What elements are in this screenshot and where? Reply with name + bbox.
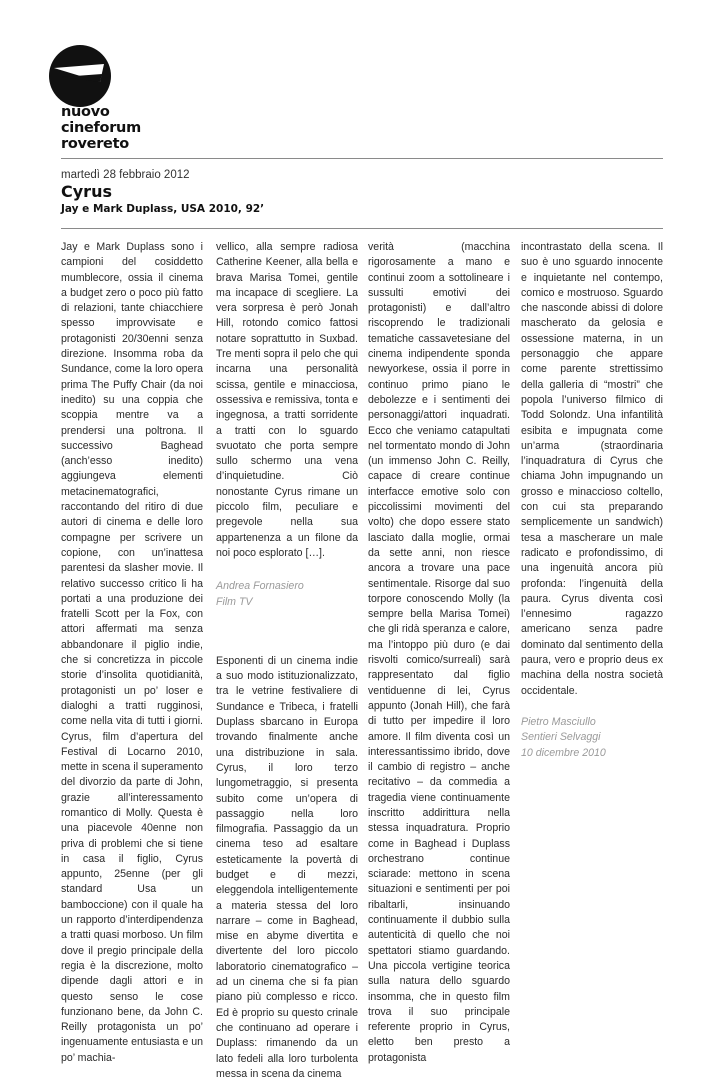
top-divider	[61, 158, 663, 159]
brand-line: cineforum	[61, 120, 141, 136]
signature-date: 10 dicembre 2010	[521, 746, 606, 759]
review-paragraph: vellico, alla sempre radiosa Catherine Keener, alla bella e brava Marisa Tomei, gentile ma incapace di scegliere. La vera sorpresa è però Jonah Hill, rotondo comico fattosi notare soprattutto in Suxbad. Tre menti sopra il pelo che qui incarna una personalità scissa, gentile e minacciosa, ossessiva e remissiva, tonta e ingegnosa, a tratti sorridente a tratti con lo sguardo svuotato che porta sempre sullo schermo una vena d’inquietudine. Ciò nonostante Cyrus rimane un piccolo film, peculiare e pregevole nella sua appartenenza a un filone da noi poco esplorato […].	[216, 241, 358, 559]
cineforum-logo-icon	[48, 44, 112, 108]
text-column-4	[521, 240, 663, 761]
review-paragraph: Esponenti di un cinema indie a suo modo istituzionalizzato, tra le vetrine festivaliere di Sundance e Tribeca, i fratelli Duplass sbarcano in Europa trovando finalmente anche una distribuzione in sala. Cyrus, il loro terzo lungometraggio, si presenta subito come un’opera di passaggio nella loro filmografia. Passaggio da un cinema teso ad esaltare esteticamente la povertà di budget e di mezzi, eleggendola intelligentemente a materia stessa del loro narrare – come in Baghead, mise en abyme divertita e divertente del loro piccolo laboratorio cinematografico – ad un cinema che si fa pian piano più complesso e ricco. Ed è proprio su questo crinale che continuano ad operare i Duplass: rimanendo da un lato fedeli alla loro turbolenta messa in scena da cinema	[216, 654, 358, 1080]
film-title: Cyrus	[61, 182, 112, 201]
text-column-2	[216, 240, 358, 1082]
review-signature	[216, 579, 358, 610]
film-credits: Jay e Mark Duplass, USA 2010, 92’	[61, 203, 265, 215]
signature-author: Andrea Fornasiero	[216, 580, 304, 593]
brand-line: nuovo	[61, 104, 110, 120]
header-divider	[61, 228, 663, 229]
review-signature	[521, 715, 663, 761]
text-column-3	[368, 240, 510, 1066]
brand-line: rovereto	[61, 136, 129, 152]
screening-date: martedì 28 febbraio 2012	[61, 169, 190, 181]
text-column-1	[61, 240, 203, 1066]
review-paragraph: incontrastato della scena. Il suo è uno sguardo innocente e inquietante nel contempo, comico e mostruoso. Sguardo che nasconde abissi di dolore mascherato da gelosia e ossessione materna, in un personaggio che appare come parente strettissimo della galleria di “mostri” che popola l’universo filmico di Todd Solondz. Una infantilità esibita e impugnata come un’arma (straordinaria l’inquadratura di Cyrus che chiama John impugnando un grosso e minaccioso coltello, con cui sta preparando semplicemente un sandwich) tesa a mascherare un male radicato e profondissimo, di una ingenuità ancora più profonda: l’ingenuità della paura. Cyrus diventa così l’ennesimo ragazzo americano senza padre dominato dal sentimento della paura, vero e proprio deus ex machina della nostra società occidentale.	[521, 241, 663, 697]
review-paragraph: verità (macchina rigorosamente a mano e continui zoom a sottolineare i sussulti emotivi dei protagonisti) e dall’altro riscoprendo le tradizionali tematiche cassavetesiane del cinema indipendente sponda newyorkese, ossia il porre in continuo primo piano le debolezze e i sentimenti dei personaggi/attori inquadrati. Ecco che veniamo catapultati nel tormentato mondo di John (un immenso John C. Reilly, capace di creare continue interfacce emotive solo con piccolissimi movimenti del volto) che dopo essere stato lasciato dalla moglie, ormai da sette anni, non riesce ancora a trovare una pace sentimentale. Risorge dal suo torpore conoscendo Molly (la sempre bella Marisa Tomei) che gli ridà speranza e calore, ma l’intoppo più duro (e dai risvolti comico/surreali) sarà rappresentato dal figlio ventiduenne di lei, Cyrus appunto (Jonah Hill), che farà di tutto per impedire il loro amore. Il film diventa così un interessantissimo ibrido, dove il cambio di registro – anche recitativo – da commedia a tragedia viene continuamente inscritto addirittura nella stessa inquadratura. Proprio come in Baghead i Duplass orchestrano continue sciarade: mettono in scena situazioni e sentimenti per poi ribaltarli, insinuando continuamente il dubbio sulla autenticità di quello che noi spettatori stiamo guardando. Una piccola vertigine teorica sulla natura dello sguardo insomma, che in questo film trova il suo principale referente proprio in Cyrus, eletto ben presto a protagonista	[368, 241, 510, 1064]
signature-author: Pietro Masciullo	[521, 715, 596, 728]
signature-source: Sentieri Selvaggi	[521, 731, 601, 744]
review-paragraph: Jay e Mark Duplass sono i campioni del cosiddetto mumblecore, ossia il cinema a budget zero o poco più fatto di relazioni, tante chiacchiere spesso improvvisate e protagonisti 20/30enni senza direzione. Insomma roba da Sundance, come la loro opera prima The Puffy Chair (da noi inedito) su una coppia che scoppia mentre va a prendersi una poltrona. Il successivo Baghead (anch’esso inedito) aggiungeva elementi metacinematografici, raccontando del ritiro di due autori di cinema e delle loro compagne per scrivere un copione, con un’inattesa parentesi da slasher movie. Il relativo successo critico li ha portati a una produzione dei fratelli Scott per la Fox, con attori affermati ma senza abbandonare il piglio indie, che si concretizza in piccole storie d’insolita quotidianità, protagonisti un po’ loser e dialoghi a tratti rugginosi, come nella vita di tutti i giorni. Cyrus, film d’apertura del Festival di Locarno 2010, mette in scena il superamento del divorzio da parte di John, grazie all’interessamento romantico di Molly. Questa è una piacevole 40enne non priva di problemi che si tiene in casa il figlio, Cyrus appunto, 25enne (per gli standard Usa un bamboccione) con il quale ha un rapporto d’interdipendenza a tratti quasi morboso. Un film dove il pregio principale della regia è la discrezione, molto dipende dagli attori e in questo senso le cose funzionano bene, da John C. Reilly protagonista un po’ ingenuamente entusiasta e un po’ machia-	[61, 241, 203, 1064]
signature-source: Film TV	[216, 595, 253, 608]
brand-name	[61, 104, 141, 152]
